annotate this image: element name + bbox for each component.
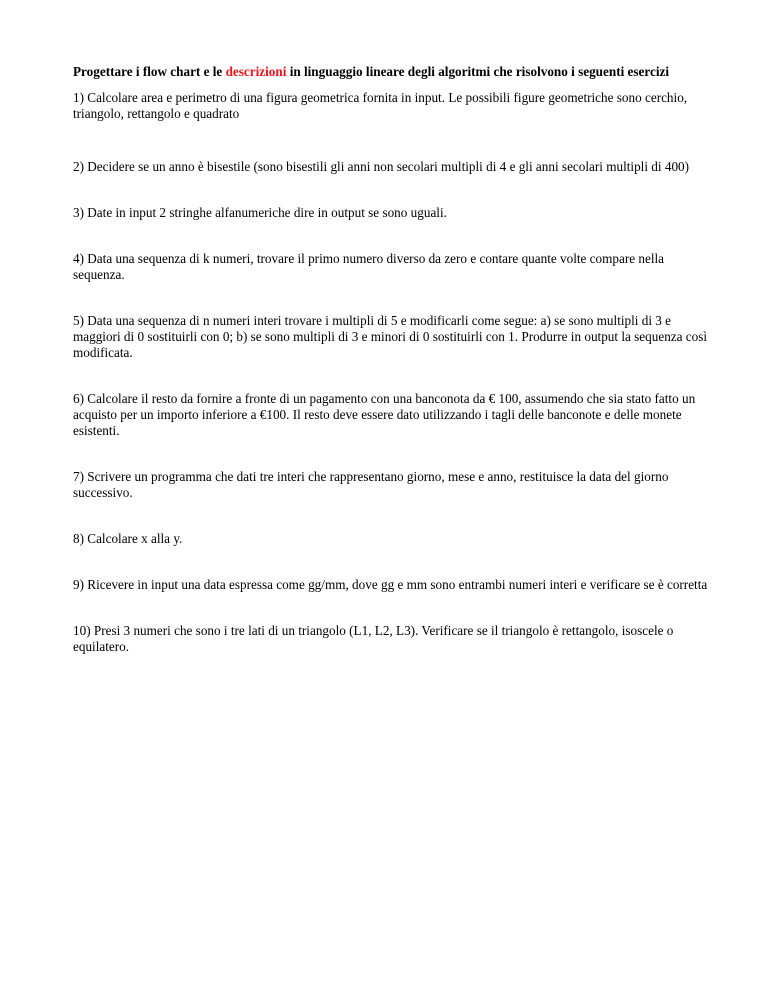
exercise-10: 10) Presi 3 numeri che sono i tre lati di un triangolo (L1, L2, L3). Verificare se il triangolo è rettangolo, isoscele o equilatero. (73, 623, 674, 654)
exercise-7: 7) Scrivere un programma che dati tre interi che rappresentano giorno, mese e anno, restituisce la data del giorno successivo. (73, 469, 669, 500)
exercise-3: 3) Date in input 2 stringhe alfanumeriche dire in output se sono uguali. (73, 205, 447, 220)
exercise-9: 9) Ricevere in input una data espressa come gg/mm, dove gg e mm sono entrambi numeri interi e verificare se è corretta (73, 577, 708, 592)
exercise-6: 6) Calcolare il resto da fornire a fronte di un pagamento con una banconota da € 100, assumendo che sia stato fatto un acquisto per un importo inferiore a €100. Il resto deve essere dato utilizzando i tagli delle banconote e delle monete esistenti. (73, 391, 696, 438)
title-text-before: Progettare i flow chart e le (73, 64, 226, 79)
document-page (73, 64, 713, 655)
exercise-8: 8) Calcolare x alla y. (73, 531, 183, 546)
title-text-after: in linguaggio lineare degli algoritmi che risolvono i seguenti esercizi (286, 64, 670, 79)
exercise-2: 2) Decidere se un anno è bisestile (sono bisestili gli anni non secolari multipli di 4 e gli anni secolari multipli di 400) (73, 159, 690, 174)
exercise-4: 4) Data una sequenza di k numeri, trovare il primo numero diverso da zero e contare quante volte compare nella sequenza. (73, 251, 665, 282)
exercise-1: 1) Calcolare area e perimetro di una figura geometrica fornita in input. Le possibili figure geometriche sono cerchio, triangolo, rettangolo e quadrato (73, 90, 688, 121)
document-title (73, 64, 713, 80)
exercise-5: 5) Data una sequenza di n numeri interi trovare i multipli di 5 e modificarli come segue: a) se sono multipli di 3 e maggiori di 0 sostituirli con 0; b) se sono multipli di 3 e minori di 0 sostituirli con 1. Produrre in output la sequenza così modificata. (73, 313, 708, 360)
title-highlight-word: descrizioni (225, 64, 287, 79)
